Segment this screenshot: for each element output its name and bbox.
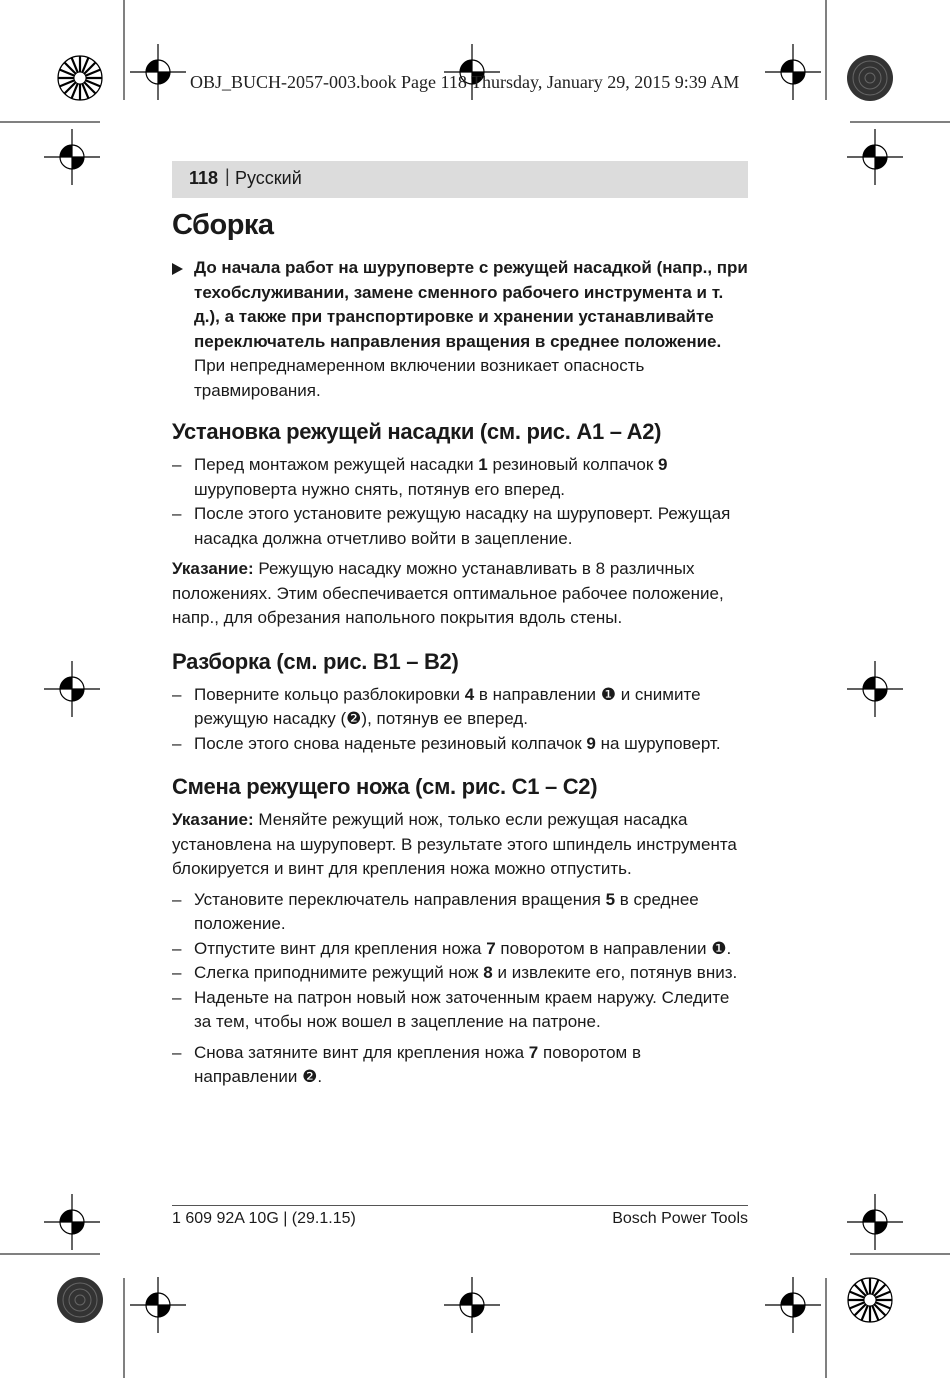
dash-marker: –	[172, 938, 182, 958]
list-item: – Перед монтажом режущей насадки 1 резиновый колпачок 9 шуруповерта нужно снять, потянув его вперед.	[172, 455, 668, 499]
list-item: – После этого снова наденьте резиновый колпачок 9 на шуруповерт.	[172, 732, 748, 757]
note-label: Указание:	[172, 810, 254, 829]
page-language: Русский	[235, 168, 302, 188]
book-file-header: OBJ_BUCH-2057-003.book Page 118 Thursday, January 29, 2015 9:39 AM	[190, 72, 740, 92]
safety-warning	[172, 256, 748, 403]
dash-marker: –	[172, 455, 182, 474]
list-item: – Установите переключатель направления вращения 5 в среднее положение.	[172, 889, 699, 933]
list-item: – Наденьте на патрон новый нож заточенным краем наружу. Следите за тем, чтобы нож вошел в зацепление на патроне.	[172, 987, 730, 1031]
warning-text: При непреднамеренном включении возникает опасность травмирования.	[194, 356, 645, 400]
step-2-icon: ❷	[346, 709, 362, 728]
page-title: Сборка	[172, 209, 274, 241]
list-item: – После этого установите режущую насадку на шуруповерт. Режущая насадка должна отчетливо войти в зацепление.	[172, 504, 731, 548]
footer-document-code: 1 609 92A 10G | (29.1.15)	[172, 1210, 356, 1227]
dash-marker: –	[172, 963, 182, 982]
dash-marker: –	[172, 889, 182, 909]
section-heading-disassembly: Разборка (см. рис. B1 – B2)	[172, 648, 459, 674]
page-header-separator: |	[225, 166, 230, 186]
list-item: – Слегка приподнимите режущий нож 8 и извлеките его, потянув вниз.	[172, 961, 748, 986]
dash-marker: –	[172, 987, 182, 1007]
step-1-icon: ❶	[711, 938, 727, 958]
footer-brand: Bosch Power Tools	[612, 1210, 748, 1227]
dash-marker: –	[172, 684, 182, 704]
dash-marker: –	[172, 733, 182, 753]
list-item: – Отпустите винт для крепления ножа 7 поворотом в направлении ❶.	[172, 937, 748, 962]
dash-marker: –	[172, 1042, 182, 1062]
list-item: – Поверните кольцо разблокировки 4 в направлении ❶ и снимите режущую насадку (❷), потянув ее вперед.	[172, 684, 701, 728]
footer-divider	[172, 1205, 748, 1206]
page-content	[172, 205, 748, 1090]
note-blade-change: Указание: Меняйте режущий нож, только если режущая насадка установлена на шуруповерт. В результате этого шпиндель инструмента блокируется и винт для крепления ножа можно отпустить.	[172, 810, 737, 878]
warning-triangle-icon	[172, 263, 183, 275]
page-number: 118	[189, 168, 219, 188]
dash-marker: –	[172, 504, 182, 523]
step-2-icon: ❷	[302, 1067, 318, 1086]
step-1-icon: ❶	[600, 684, 616, 704]
warning-bold-text: До начала работ на шуруповерте с режущей насадкой (напр., при техобслуживании, замене сменного рабочего инструмента и т. д.), а также при транспортировке и хранении устанавливайте переключатель направления вращения в среднее положение.	[194, 258, 748, 351]
section-heading-blade-change: Смена режущего ножа (см. рис. C1 – C2)	[172, 774, 598, 799]
note-install: Указание: Режущую насадку можно устанавливать в 8 различных положениях. Этим обеспечивается оптимальное рабочее положение, напр., для обрезания напольного покрытия вдоль стены.	[172, 559, 724, 627]
section-heading-install: Установка режущей насадки (см. рис. A1 – A2)	[172, 419, 662, 444]
note-label: Указание:	[172, 559, 254, 578]
list-item: – Снова затяните винт для крепления ножа 7 поворотом в направлении ❷.	[172, 1042, 641, 1086]
